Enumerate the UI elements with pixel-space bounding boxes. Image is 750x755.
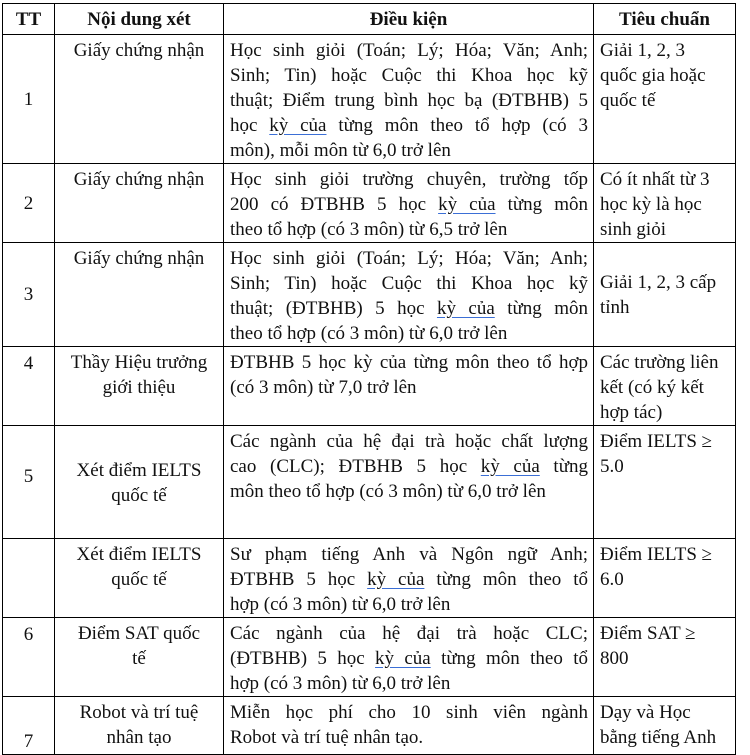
cell-tieu-chuan: Điểm SAT ≥ 800 [594,618,736,697]
header-tieu-chuan: Tiêu chuẩn [594,4,736,35]
header-tt: TT [3,4,55,35]
row-number: 6 [3,618,55,697]
cell-noi-dung: Xét điểm IELTS quốc tế [55,539,224,618]
table-row [3,426,736,539]
row-number: 2 [3,164,55,243]
cell-tieu-chuan: Dạy và Học bằng tiếng Anh [594,697,736,755]
row-number: 7 [3,697,55,755]
cell-tieu-chuan: Giải 1, 2, 3 cấp tỉnh [594,243,736,347]
cell-noi-dung: Giấy chứng nhận [55,35,224,164]
cell-noi-dung: Giấy chứng nhận [55,164,224,243]
spell-underline: kỳ của [367,569,425,590]
header-noi-dung: Nội dung xét [55,4,224,35]
criteria-table [2,3,736,755]
row-number: 4 [3,347,55,426]
cell-dieu-kien: Học sinh giỏi (Toán; Lý; Hóa; Văn; Anh; Sinh; Tin) hoặc Cuộc thi Khoa học kỹ thuật; Điểm trung bình học bạ (ĐTBHB) 5 học kỳ của từng môn theo tổ hợp (có 3 môn), mỗi môn từ 6,0 trở lên [224,35,594,164]
cell-dieu-kien: Các ngành của hệ đại trà hoặc chất lượng cao (CLC); ĐTBHB 5 học kỳ của từng môn theo tổ hợp (có 3 môn) từ 6,0 trở lên [224,426,594,539]
spell-underline: kỳ của [375,648,431,669]
row-number: 5 [3,426,55,539]
cell-tieu-chuan: Điểm IELTS ≥ 5.0 [594,426,736,539]
row-number: 3 [3,243,55,347]
table-header-row [3,4,736,35]
row-number [3,539,55,618]
cell-dieu-kien: ĐTBHB 5 học kỳ của từng môn theo tổ hợp (có 3 môn) từ 7,0 trở lên [224,347,594,426]
table-row [3,243,736,347]
cell-tieu-chuan: Có ít nhất từ 3 học kỳ là học sinh giỏi [594,164,736,243]
cell-dieu-kien: Sư phạm tiếng Anh và Ngôn ngữ Anh; ĐTBHB 5 học kỳ của từng môn theo tổ hợp (có 3 môn) từ 6,0 trở lên [224,539,594,618]
cell-dieu-kien: Học sinh giỏi trường chuyên, trường tốp 200 có ĐTBHB 5 học kỳ của từng môn theo tổ hợp (có 3 môn) từ 6,5 trở lên [224,164,594,243]
table-row [3,618,736,697]
table-row [3,35,736,164]
cell-dieu-kien: Học sinh giỏi (Toán; Lý; Hóa; Văn; Anh; Sinh; Tin) hoặc Cuộc thi Khoa học kỹ thuật; (ĐTBHB) 5 học kỳ của từng môn theo tổ hợp (có 3 môn) từ 6,0 trở lên [224,243,594,347]
spell-underline: kỳ của [436,298,495,319]
cell-tieu-chuan: Điểm IELTS ≥ 6.0 [594,539,736,618]
cell-noi-dung: Giấy chứng nhận [55,243,224,347]
cell-tieu-chuan: Các trường liên kết (có ký kết hợp tác) [594,347,736,426]
header-dieu-kien: Điều kiện [224,4,594,35]
cell-tieu-chuan: Giải 1, 2, 3 quốc gia hoặc quốc tế [594,35,736,164]
cell-noi-dung: Điểm SAT quốc tế [55,618,224,697]
spell-underline: kỳ của [269,115,327,136]
spell-underline: kỳ của [438,194,496,215]
cell-noi-dung: Xét điểm IELTS quốc tế [55,426,224,539]
table-row [3,164,736,243]
table-row [3,697,736,755]
cell-noi-dung: Robot và trí tuệ nhân tạo [55,697,224,755]
table-row [3,539,736,618]
table-row [3,347,736,426]
row-number: 1 [3,35,55,164]
cell-dieu-kien: Các ngành của hệ đại trà hoặc CLC; (ĐTBHB) 5 học kỳ của từng môn theo tổ hợp (có 3 môn) từ 6,0 trở lên [224,618,594,697]
cell-noi-dung: Thầy Hiệu trưởng giới thiệu [55,347,224,426]
cell-dieu-kien: Miễn học phí cho 10 sinh viên ngành Robot và trí tuệ nhân tạo. [224,697,594,755]
spell-underline: kỳ của [480,456,540,477]
